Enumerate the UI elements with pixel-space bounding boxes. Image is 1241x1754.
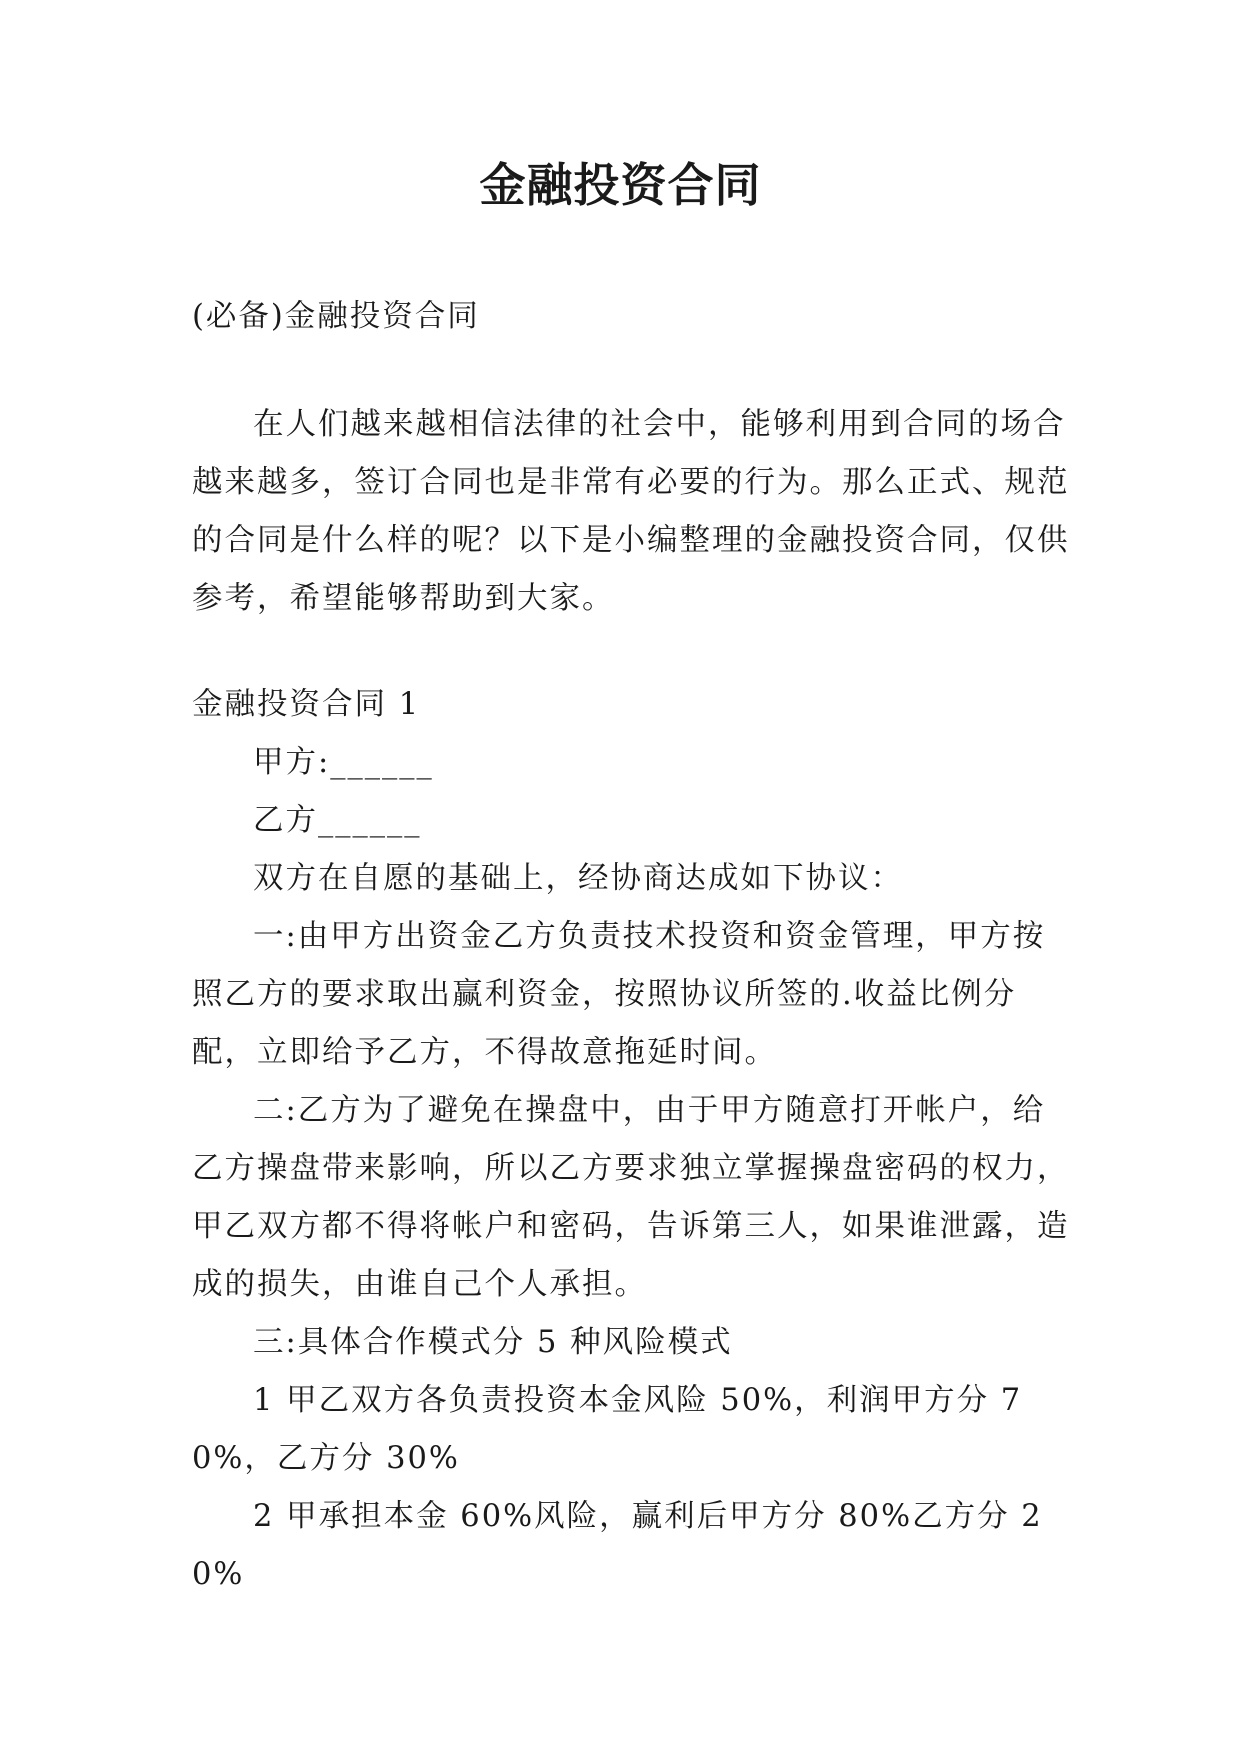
intro-paragraph: 在人们越来越相信法律的社会中，能够利用到合同的场合越来越多，签订合同也是非常有必要的行为。那么正式、规范的合同是什么样的呢？以下是小编整理的金融投资合同，仅供参考，希望能够帮助到大家。 xyxy=(192,407,1070,616)
document-body xyxy=(192,288,1072,1604)
risk-mode-2: 2 甲承担本金 60%风险，赢利后甲方分 80%乙方分 20% xyxy=(192,1499,1043,1592)
clause-1: 一:由甲方出资金乙方负责技术投资和资金管理，甲方按照乙方的要求取出赢利资金，按照协议所签的.收益比例分配，立即给予乙方，不得故意拖延时间。 xyxy=(192,919,1046,1070)
agreement-intro: 双方在自愿的基础上，经协商达成如下协议： xyxy=(253,861,903,896)
party-a-line: 甲方:______ xyxy=(253,745,434,780)
document-subtitle: (必备)金融投资合同 xyxy=(192,299,480,334)
clause-2: 二:乙方为了避免在操盘中，由于甲方随意打开帐户，给乙方操盘带来影响，所以乙方要求独立掌握操盘密码的权力，甲乙双方都不得将帐户和密码，告诉第三人，如果谁泄露，造成的损失，由谁自己个人承担。 xyxy=(192,1093,1070,1302)
section-heading: 金融投资合同 1 xyxy=(192,687,421,722)
party-b-line: 乙方______ xyxy=(253,803,422,838)
document-title: 金融投资合同 xyxy=(479,158,762,212)
clause-3: 三:具体合作模式分 5 种风险模式 xyxy=(253,1325,733,1360)
risk-mode-1: 1 甲乙双方各负责投资本金风险 50%，利润甲方分 70%，乙方分 30% xyxy=(192,1383,1023,1476)
